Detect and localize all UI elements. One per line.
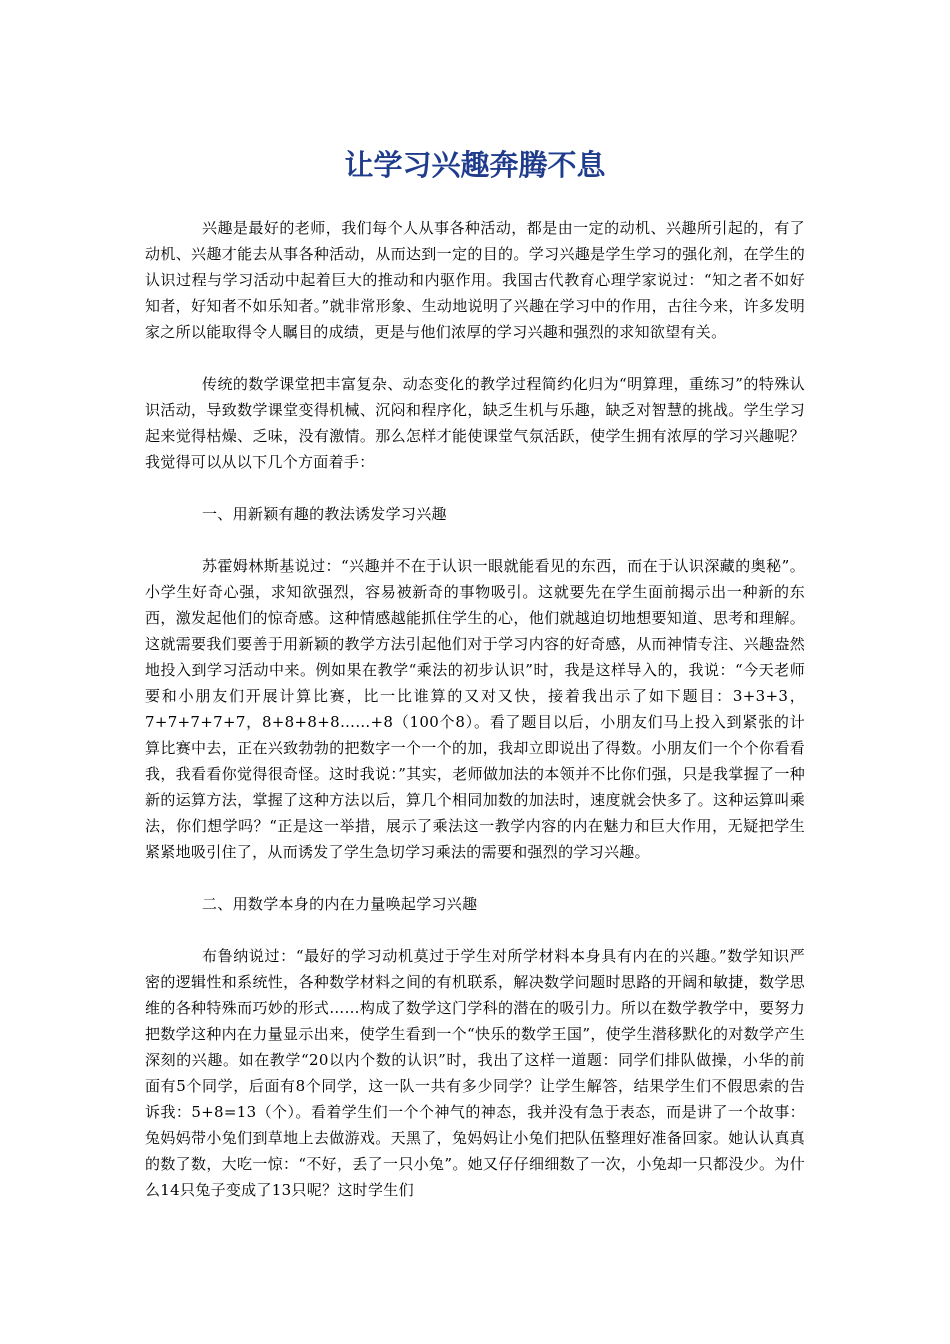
document-title: 让学习兴趣奔腾不息 — [344, 148, 606, 182]
paragraph-intro: 兴趣是最好的老师，我们每个人从事各种活动，都是由一定的动机、兴趣所引起的，有了动机、兴趣才能去从事各种活动，从而达到一定的目的。学习兴趣是学生学习的强化剂，在学生的认识过程与学习活动中起着巨大的推动和内驱作用。我国古代教育心理学家说过：“知之者不如好知者，好知者不如乐知者。”就非常形象、生动地说明了兴趣在学习中的作用，古往今来，许多发明家之所以能取得令人瞩目的成绩，更是与他们浓厚的学习兴趣和强烈的求知欲望有关。 — [145, 219, 805, 341]
document-body — [145, 215, 805, 1229]
section-heading-2: 二、用数学本身的内在力量唤起学习兴趣 — [202, 895, 478, 913]
paragraph-section-1: 苏霍姆林斯基说过：“兴趣并不在于认识一眼就能看见的东西，而在于认识深藏的奥秘”。小学生好奇心强，求知欲强烈，容易被新奇的事物吸引。这就要先在学生面前揭示出一种新的东西，激发起他们的惊奇感。这种情感越能抓住学生的心，他们就越迫切地想要知道、思考和理解。这就需要我们要善于用新颖的教学方法引起他们对于学习内容的好奇感，从而神情专注、兴趣盎然地投入到学习活动中来。例如果在教学“乘法的初步认识”时，我是这样导入的，我说：“今天老师要和小朋友们开展计算比赛，比一比谁算的又对又快，接着我出示了如下题目：3+3+3，7+7+7+7+7，8+8+8+8……+8（100个8）。看了题目以后，小朋友们马上投入到紧张的计算比赛中去，正在兴致勃勃的把数字一个一个的加，我却立即说出了得数。小朋友们一个个你看看我，我看看你觉得很奇怪。这时我说：”其实，老师做加法的本领并不比你们强，只是我掌握了一种新的运算方法，掌握了这种方法以后，算几个相同加数的加法时，速度就会快多了。这种运算叫乘法，你们想学吗？“正是这一举措，展示了乘法这一教学内容的内在魅力和巨大作用，无疑把学生紧紧地吸引住了，从而诱发了学生急切学习乘法的需要和强烈的学习兴趣。 — [145, 557, 805, 861]
paragraph-section-2: 布鲁纳说过：“最好的学习动机莫过于学生对所学材料本身具有内在的兴趣。”数学知识严密的逻辑性和系统性，各种数学材料之间的有机联系，解决数学问题时思路的开阔和敏捷，数学思维的各种特殊而巧妙的形式……构成了数学这门学科的潜在的吸引力。所以在数学教学中，要努力把数学这种内在力量显示出来，使学生看到一个“快乐的数学王国”，使学生潜移默化的对数学产生深刻的兴趣。如在教学“20以内个数的认识”时，我出了这样一道题：同学们排队做操，小华的前面有5个同学，后面有8个同学，这一队一共有多少同学？让学生解答，结果学生们不假思索的告诉我：5+8=13（个）。看着学生们一个个神气的神态，我并没有急于表态，而是讲了一个故事：兔妈妈带小兔们到草地上去做游戏。天黑了，兔妈妈让小兔们把队伍整理好准备回家。她认认真真的数了数，大吃一惊：“不好，丢了一只小兔”。她又仔仔细细数了一次，小兔却一只都没少。为什么14只兔子变成了13只呢？这时学生们 — [145, 947, 805, 1199]
section-heading-1: 一、用新颖有趣的教法诱发学习兴趣 — [202, 505, 447, 523]
paragraph-traditional-classroom: 传统的数学课堂把丰富复杂、动态变化的教学过程简约化归为“明算理，重练习”的特殊认识活动，导致数学课堂变得机械、沉闷和程序化，缺乏生机与乐趣，缺乏对智慧的挑战。学生学习起来觉得枯燥、乏味，没有激情。那么怎样才能使课堂气氛活跃，使学生拥有浓厚的学习兴趣呢？我觉得可以从以下几个方面着手： — [145, 375, 805, 471]
